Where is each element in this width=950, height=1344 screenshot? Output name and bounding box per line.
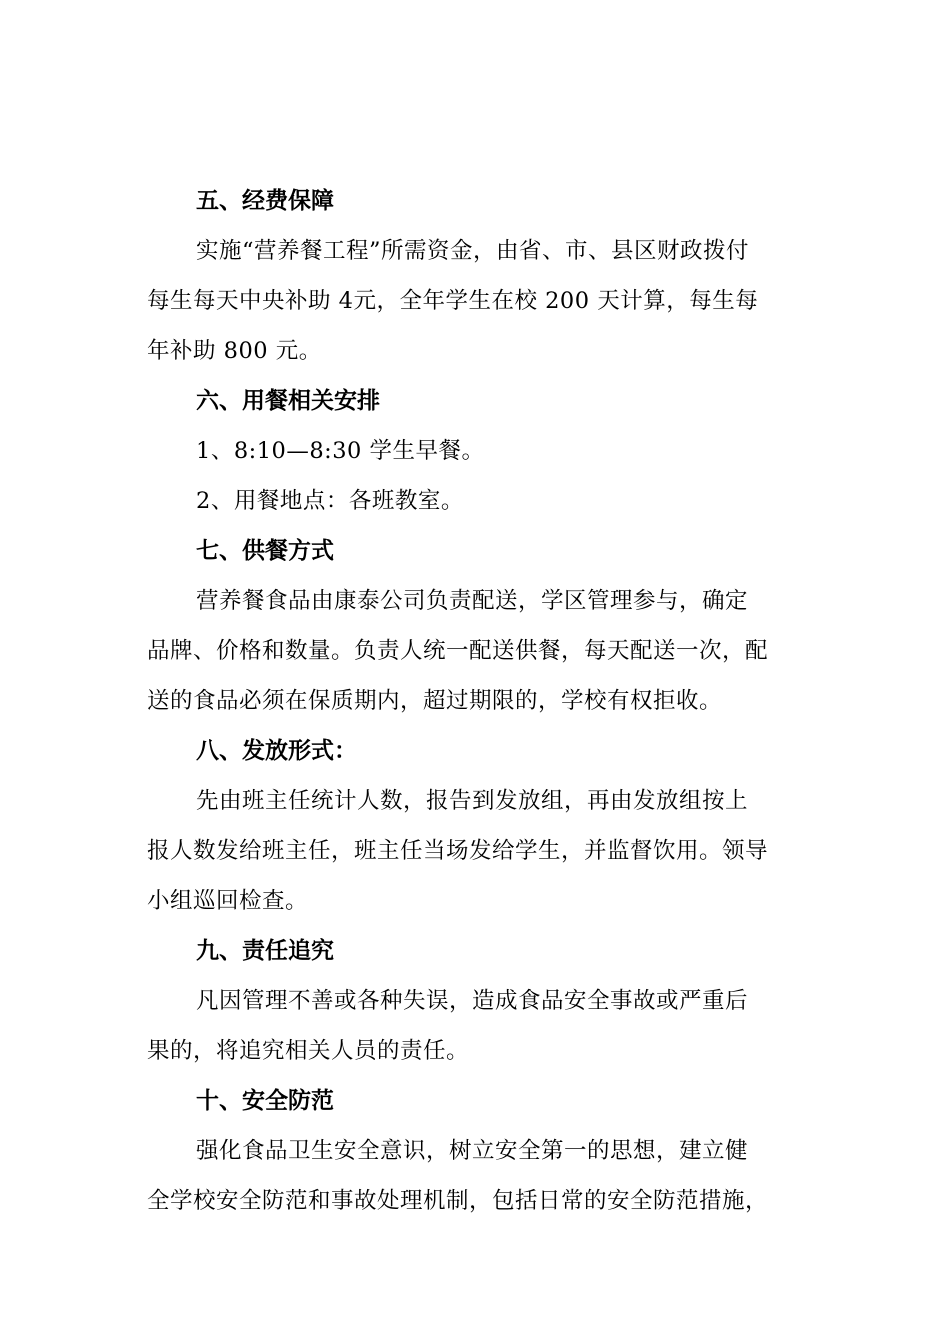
section-heading-supply-method: 七、供餐方式 (196, 538, 334, 564)
document-body (147, 176, 809, 1226)
text-line: 果的，将追究相关人员的责任。 (147, 1038, 470, 1064)
text-line: 凡因管理不善或各种失误，造成食品安全事故或严重后 (196, 988, 749, 1014)
paragraph-funding (147, 226, 809, 376)
text-line: 送的食品必须在保质期内，超过期限的，学校有权拒收。 (147, 688, 723, 714)
text-line: 每生每天中央补助 4元，全年学生在校 200 天计算，每生每 (147, 288, 759, 314)
text-line: 先由班主任统计人数，报告到发放组，再由发放组按上 (196, 788, 749, 814)
section-heading-distribution: 八、发放形式： (196, 738, 357, 764)
paragraph-distribution (147, 776, 809, 926)
paragraph-accountability (147, 976, 809, 1076)
section-heading-accountability: 九、责任追究 (196, 938, 334, 964)
text-line: 全学校安全防范和事故处理机制，包括日常的安全防范措施， (147, 1188, 769, 1214)
list-item-meal-time: 1、8:10—8:30 学生早餐。 (196, 438, 485, 464)
text-line: 强化食品卫生安全意识，树立安全第一的思想，建立健 (196, 1138, 749, 1164)
text-line: 营养餐食品由康泰公司负责配送，学区管理参与，确定 (196, 588, 749, 614)
paragraph-safety (147, 1126, 809, 1226)
list-item-meal-location: 2、用餐地点：各班教室。 (196, 488, 464, 514)
paragraph-supply-method (147, 576, 809, 726)
section-heading-safety: 十、安全防范 (196, 1088, 334, 1114)
text-line: 小组巡回检查。 (147, 888, 309, 914)
text-line: 品牌、价格和数量。负责人统一配送供餐，每天配送一次，配 (147, 638, 769, 664)
text-line: 报人数发给班主任，班主任当场发给学生，并监督饮用。领导 (147, 838, 769, 864)
text-line: 年补助 800 元。 (147, 338, 322, 364)
section-heading-funding: 五、经费保障 (196, 188, 334, 214)
section-heading-meal-arrangement: 六、用餐相关安排 (196, 388, 380, 414)
text-line: 实施“营养餐工程”所需资金，由省、市、县区财政拨付 (196, 238, 750, 264)
